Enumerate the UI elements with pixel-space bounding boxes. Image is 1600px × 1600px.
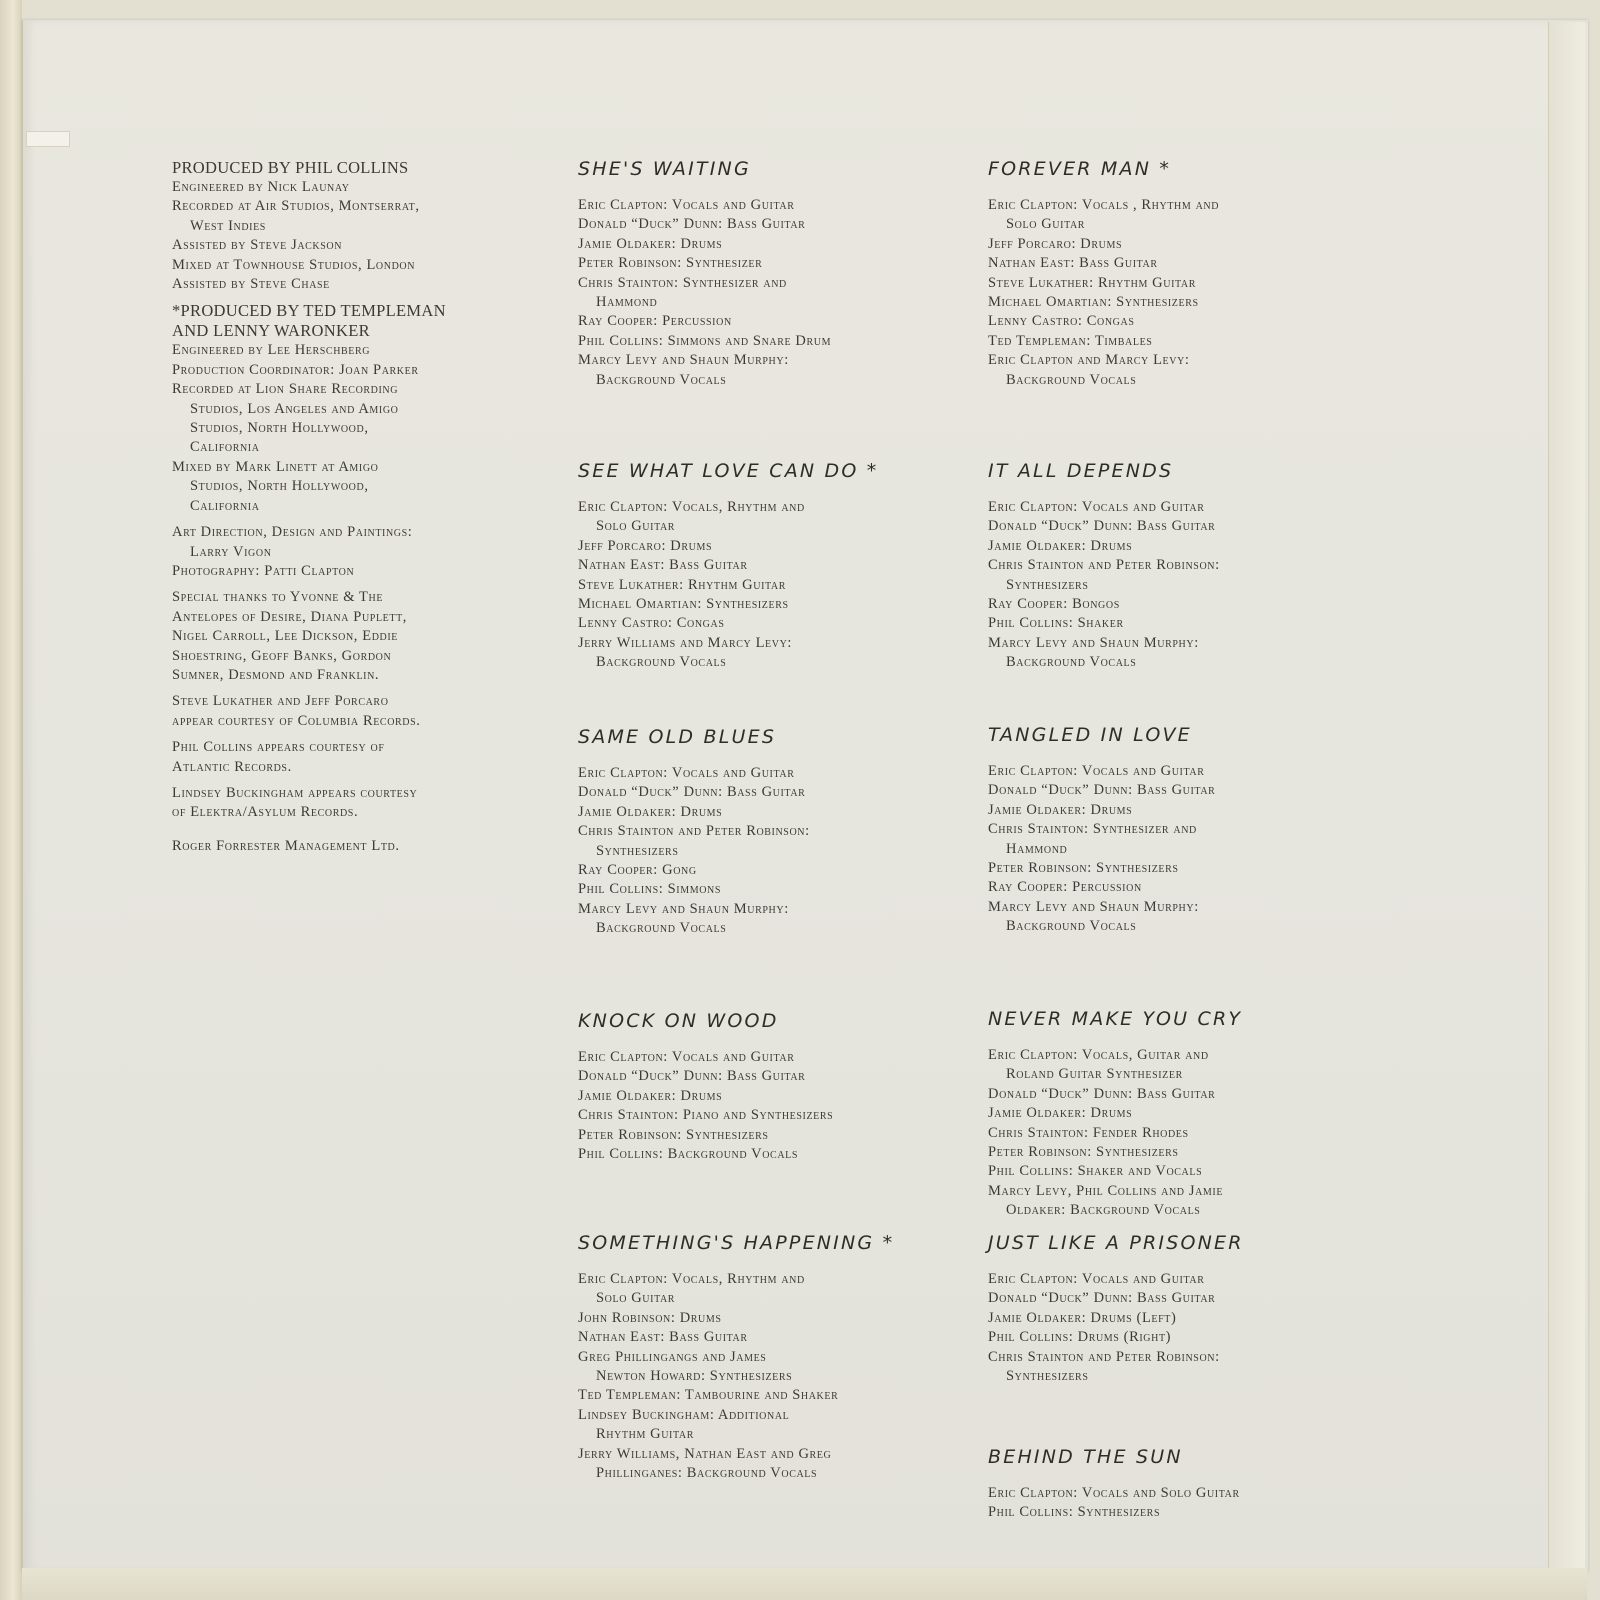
musician-credit-line: Eric Clapton: Vocals and Guitar — [988, 763, 1205, 779]
credit-line: Photography: Patti Clapton — [172, 562, 355, 579]
musician-credit-line: Jamie Oldaker: Drums — [988, 1105, 1133, 1122]
musician-credit-line: Chris Stainton and Peter Robinson: — [578, 823, 810, 840]
musician-credit-line: Chris Stainton: Synthesizer and — [988, 821, 1197, 838]
musician-credit-line: Phil Collins: Simmons and Snare Drum — [578, 332, 832, 349]
musician-credit-line: Phil Collins: Background Vocals — [578, 1146, 799, 1163]
musician-credit-line: Jamie Oldaker: Drums — [988, 537, 1133, 554]
credit-line: Lindsey Buckingham appears courtesy — [172, 784, 418, 801]
spacer — [172, 731, 502, 738]
musician-credit-line: Chris Stainton and Peter Robinson: — [988, 557, 1220, 574]
musician-credit-line: Donald “Duck” Dunn: Bass Guitar — [988, 1290, 1216, 1307]
musician-credit-line: Jamie Oldaker: Drums — [578, 235, 723, 252]
musician-credit-line: Eric Clapton: Vocals and Guitar — [988, 1271, 1205, 1287]
musician-credit-line: Steve Lukather: Rhythm Guitar — [578, 576, 786, 593]
musician-credit-line: Peter Robinson: Synthesizers — [988, 860, 1179, 877]
musician-credit-line: Donald “Duck” Dunn: Bass Guitar — [988, 782, 1216, 799]
musician-credit-line: Marcy Levy, Phil Collins and Jamie — [988, 1182, 1224, 1199]
musician-credit-line: Synthesizers — [1006, 576, 1089, 593]
musician-credit-line: Jamie Oldaker: Drums — [988, 801, 1133, 818]
musician-credit-line: Background Vocals — [596, 920, 727, 937]
gatefold-spine — [0, 0, 22, 1600]
credit-line: Production Coordinator: Joan Parker — [172, 361, 419, 378]
credit-line: Steve Lukather and Jeff Porcaro — [172, 693, 389, 710]
credit-line: Art Direction, Design and Paintings: — [172, 524, 413, 541]
musician-credit-line: Greg Phillingangs and James — [578, 1348, 767, 1365]
musician-credit-line: Newton Howard: Synthesizers — [596, 1368, 793, 1385]
musician-credit-line: Ted Templeman: Tambourine and Shaker — [578, 1387, 839, 1404]
musician-credit-line: Phil Collins: Synthesizers — [988, 1504, 1161, 1521]
credit-line: Recorded at Lion Share Recording — [172, 381, 399, 398]
sleeve-bottom-edge — [22, 1568, 1587, 1600]
song-title: SOMETHING'S HAPPENING * — [578, 1232, 895, 1254]
credit-line: Sumner, Desmond and Franklin. — [172, 666, 380, 683]
credit-line: Assisted by Steve Jackson — [172, 237, 343, 254]
musician-credit-line: Phil Collins: Shaker — [988, 615, 1124, 632]
musician-credit-line: Ray Cooper: Percussion — [578, 313, 732, 330]
musician-credit-line: Background Vocals — [596, 371, 727, 388]
credit-line: Atlantic Records. — [172, 758, 292, 775]
musician-credit-line: Jerry Williams and Marcy Levy: — [578, 634, 793, 651]
musician-credit-line: Eric Clapton and Marcy Levy: — [988, 352, 1190, 369]
musician-credit-line: Ted Templeman: Timbales — [988, 332, 1153, 349]
credit-line: *PRODUCED BY TED TEMPLEMAN — [172, 301, 446, 321]
musician-credit-line: Jamie Oldaker: Drums — [578, 1087, 723, 1104]
musician-credit-line: Phil Collins: Shaker and Vocals — [988, 1163, 1203, 1180]
credit-line: West Indies — [190, 217, 266, 234]
musician-credit-line: Donald “Duck” Dunn: Bass Guitar — [578, 1068, 806, 1085]
musician-credit-line: Eric Clapton: Vocals and Guitar — [578, 1049, 795, 1065]
musician-credit-line: Synthesizers — [1006, 1368, 1089, 1385]
sleeve-tab — [26, 131, 70, 147]
musician-credit-line: Chris Stainton and Peter Robinson: — [988, 1348, 1220, 1365]
song-block — [578, 460, 928, 673]
song-title: FOREVER MAN * — [988, 158, 1172, 180]
musician-credit-line: Jamie Oldaker: Drums — [578, 803, 723, 820]
musician-credit-line: Donald “Duck” Dunn: Bass Guitar — [578, 216, 806, 233]
musician-credit-line: Chris Stainton: Synthesizer and — [578, 274, 787, 291]
musician-credit-line: Lenny Castro: Congas — [988, 313, 1135, 330]
spacer — [172, 294, 502, 301]
musician-credit-line: Ray Cooper: Bongos — [988, 596, 1120, 613]
musician-credit-line: Peter Robinson: Synthesizers — [578, 1126, 769, 1143]
song-title: SAME OLD BLUES — [578, 726, 777, 748]
credit-line: Engineered by Nick Launay — [172, 179, 350, 195]
credit-line: Special thanks to Yvonne & The — [172, 589, 384, 606]
musician-credit-line: Background Vocals — [1006, 371, 1137, 388]
spacer — [172, 777, 502, 784]
credit-line: Studios, North Hollywood, — [190, 420, 369, 437]
song-block — [988, 1008, 1328, 1221]
song-title: KNOCK ON WOOD — [578, 1010, 779, 1032]
credit-line: Nigel Carroll, Lee Dickson, Eddie — [172, 628, 398, 645]
musician-credit-line: Michael Omartian: Synthesizers — [578, 596, 789, 613]
musician-credit-line: Nathan East: Bass Guitar — [988, 255, 1158, 272]
credit-line: Assisted by Steve Chase — [172, 276, 330, 293]
musician-credit-line: Rhythm Guitar — [596, 1426, 694, 1443]
musician-credit-line: Michael Omartian: Synthesizers — [988, 294, 1199, 311]
musician-credit-line: Hammond — [596, 294, 658, 311]
spacer — [172, 581, 502, 588]
credit-line: appear courtesy of Columbia Records. — [172, 712, 421, 729]
credit-line: Phil Collins appears courtesy of — [172, 739, 385, 756]
spacer — [172, 516, 502, 523]
musician-credit-line: Eric Clapton: Vocals and Solo Guitar — [988, 1485, 1240, 1501]
musician-credit-line: Eric Clapton: Vocals, Rhythm and — [578, 499, 805, 515]
musician-credit-line: Solo Guitar — [596, 518, 676, 535]
credit-line: Mixed by Mark Linett at Amigo — [172, 458, 379, 475]
musician-credit-line: Jerry Williams, Nathan East and Greg — [578, 1445, 832, 1462]
musician-credit-line: Ray Cooper: Percussion — [988, 879, 1142, 896]
musician-credit-line: Solo Guitar — [1006, 216, 1086, 233]
credit-line: Studios, North Hollywood, — [190, 478, 369, 495]
spacer — [172, 823, 502, 830]
credit-line: California — [190, 497, 260, 514]
musician-credit-line: Steve Lukather: Rhythm Guitar — [988, 274, 1196, 291]
credit-line: AND LENNY WARONKER — [172, 321, 370, 341]
musician-credit-line: Synthesizers — [596, 842, 679, 859]
production-credits — [172, 158, 502, 856]
musician-credit-line: Eric Clapton: Vocals and Guitar — [988, 499, 1205, 515]
credit-line: Engineered by Lee Herschberg — [172, 342, 371, 359]
credit-line: Antelopes of Desire, Diana Puplett, — [172, 608, 408, 625]
musician-credit-line: Phil Collins: Simmons — [578, 881, 722, 898]
song-block — [578, 726, 928, 939]
musician-credit-line: Jeff Porcaro: Drums — [988, 235, 1123, 252]
song-block — [988, 1446, 1328, 1523]
musician-credit-line: Hammond — [1006, 840, 1068, 857]
credit-line: Studios, Los Angeles and Amigo — [190, 400, 399, 417]
spacer — [172, 830, 502, 837]
song-title: NEVER MAKE YOU CRY — [988, 1008, 1243, 1030]
musician-credit-line: Donald “Duck” Dunn: Bass Guitar — [988, 518, 1216, 535]
musician-credit-line: Oldaker: Background Vocals — [1006, 1202, 1201, 1219]
credit-line: Shoestring, Geoff Banks, Gordon — [172, 647, 392, 664]
credit-line: Recorded at Air Studios, Montserrat, — [172, 198, 420, 215]
song-block — [578, 1010, 928, 1164]
musician-credit-line: Eric Clapton: Vocals , Rhythm and — [988, 197, 1220, 213]
musician-credit-line: Ray Cooper: Gong — [578, 862, 697, 879]
song-block — [578, 1232, 928, 1483]
song-block — [988, 158, 1328, 390]
musician-credit-line: Lenny Castro: Congas — [578, 615, 725, 632]
musician-credit-line: Jamie Oldaker: Drums (Left) — [988, 1309, 1177, 1326]
musician-credit-line: Roland Guitar Synthesizer — [1006, 1066, 1183, 1083]
musician-credit-line: Peter Robinson: Synthesizer — [578, 255, 763, 272]
musician-credit-line: Background Vocals — [596, 654, 727, 671]
musician-credit-line: Lindsey Buckingham: Additional — [578, 1406, 790, 1423]
credit-line: PRODUCED BY PHIL COLLINS — [172, 158, 409, 177]
musician-credit-line: Marcy Levy and Shaun Murphy: — [988, 898, 1199, 915]
credit-line: California — [190, 439, 260, 456]
credit-line: of Elektra/Asylum Records. — [172, 804, 359, 821]
sleeve-right-edge — [1548, 22, 1585, 1574]
song-title: SEE WHAT LOVE CAN DO * — [578, 460, 879, 482]
musician-credit-line: Nathan East: Bass Guitar — [578, 557, 748, 574]
musician-credit-line: Marcy Levy and Shaun Murphy: — [578, 352, 789, 369]
musician-credit-line: Jeff Porcaro: Drums — [578, 537, 713, 554]
musician-credit-line: Marcy Levy and Shaun Murphy: — [988, 634, 1199, 651]
musician-credit-line: Background Vocals — [1006, 918, 1137, 935]
song-title: SHE'S WAITING — [578, 158, 751, 180]
musician-credit-line: Eric Clapton: Vocals and Guitar — [578, 197, 795, 213]
musician-credit-line: Marcy Levy and Shaun Murphy: — [578, 900, 789, 917]
song-title: BEHIND THE SUN — [988, 1446, 1183, 1468]
song-block — [578, 158, 928, 390]
musician-credit-line: Phillinganes: Background Vocals — [596, 1465, 818, 1482]
song-block — [988, 460, 1328, 673]
song-title: TANGLED IN LOVE — [988, 724, 1192, 746]
song-title: JUST LIKE A PRISONER — [988, 1232, 1244, 1254]
musician-credit-line: Solo Guitar — [596, 1290, 676, 1307]
musician-credit-line: Chris Stainton: Fender Rhodes — [988, 1124, 1189, 1141]
musician-credit-line: Eric Clapton: Vocals, Guitar and — [988, 1047, 1209, 1063]
musician-credit-line: Chris Stainton: Piano and Synthesizers — [578, 1107, 834, 1124]
musician-credit-line: Donald “Duck” Dunn: Bass Guitar — [988, 1085, 1216, 1102]
musician-credit-line: Phil Collins: Drums (Right) — [988, 1329, 1172, 1346]
song-block — [988, 724, 1328, 937]
credit-line: Mixed at Townhouse Studios, London — [172, 256, 416, 273]
song-block — [988, 1232, 1328, 1386]
musician-credit-line: Peter Robinson: Synthesizers — [988, 1144, 1179, 1161]
song-title: IT ALL DEPENDS — [988, 460, 1174, 482]
credit-line: Roger Forrester Management Ltd. — [172, 837, 400, 854]
spacer — [172, 685, 502, 692]
musician-credit-line: Eric Clapton: Vocals and Guitar — [578, 765, 795, 781]
musician-credit-line: John Robinson: Drums — [578, 1309, 722, 1326]
musician-credit-line: Background Vocals — [1006, 654, 1137, 671]
musician-credit-line: Nathan East: Bass Guitar — [578, 1329, 748, 1346]
musician-credit-line: Eric Clapton: Vocals, Rhythm and — [578, 1271, 805, 1287]
credit-line: Larry Vigon — [190, 543, 272, 560]
musician-credit-line: Donald “Duck” Dunn: Bass Guitar — [578, 784, 806, 801]
